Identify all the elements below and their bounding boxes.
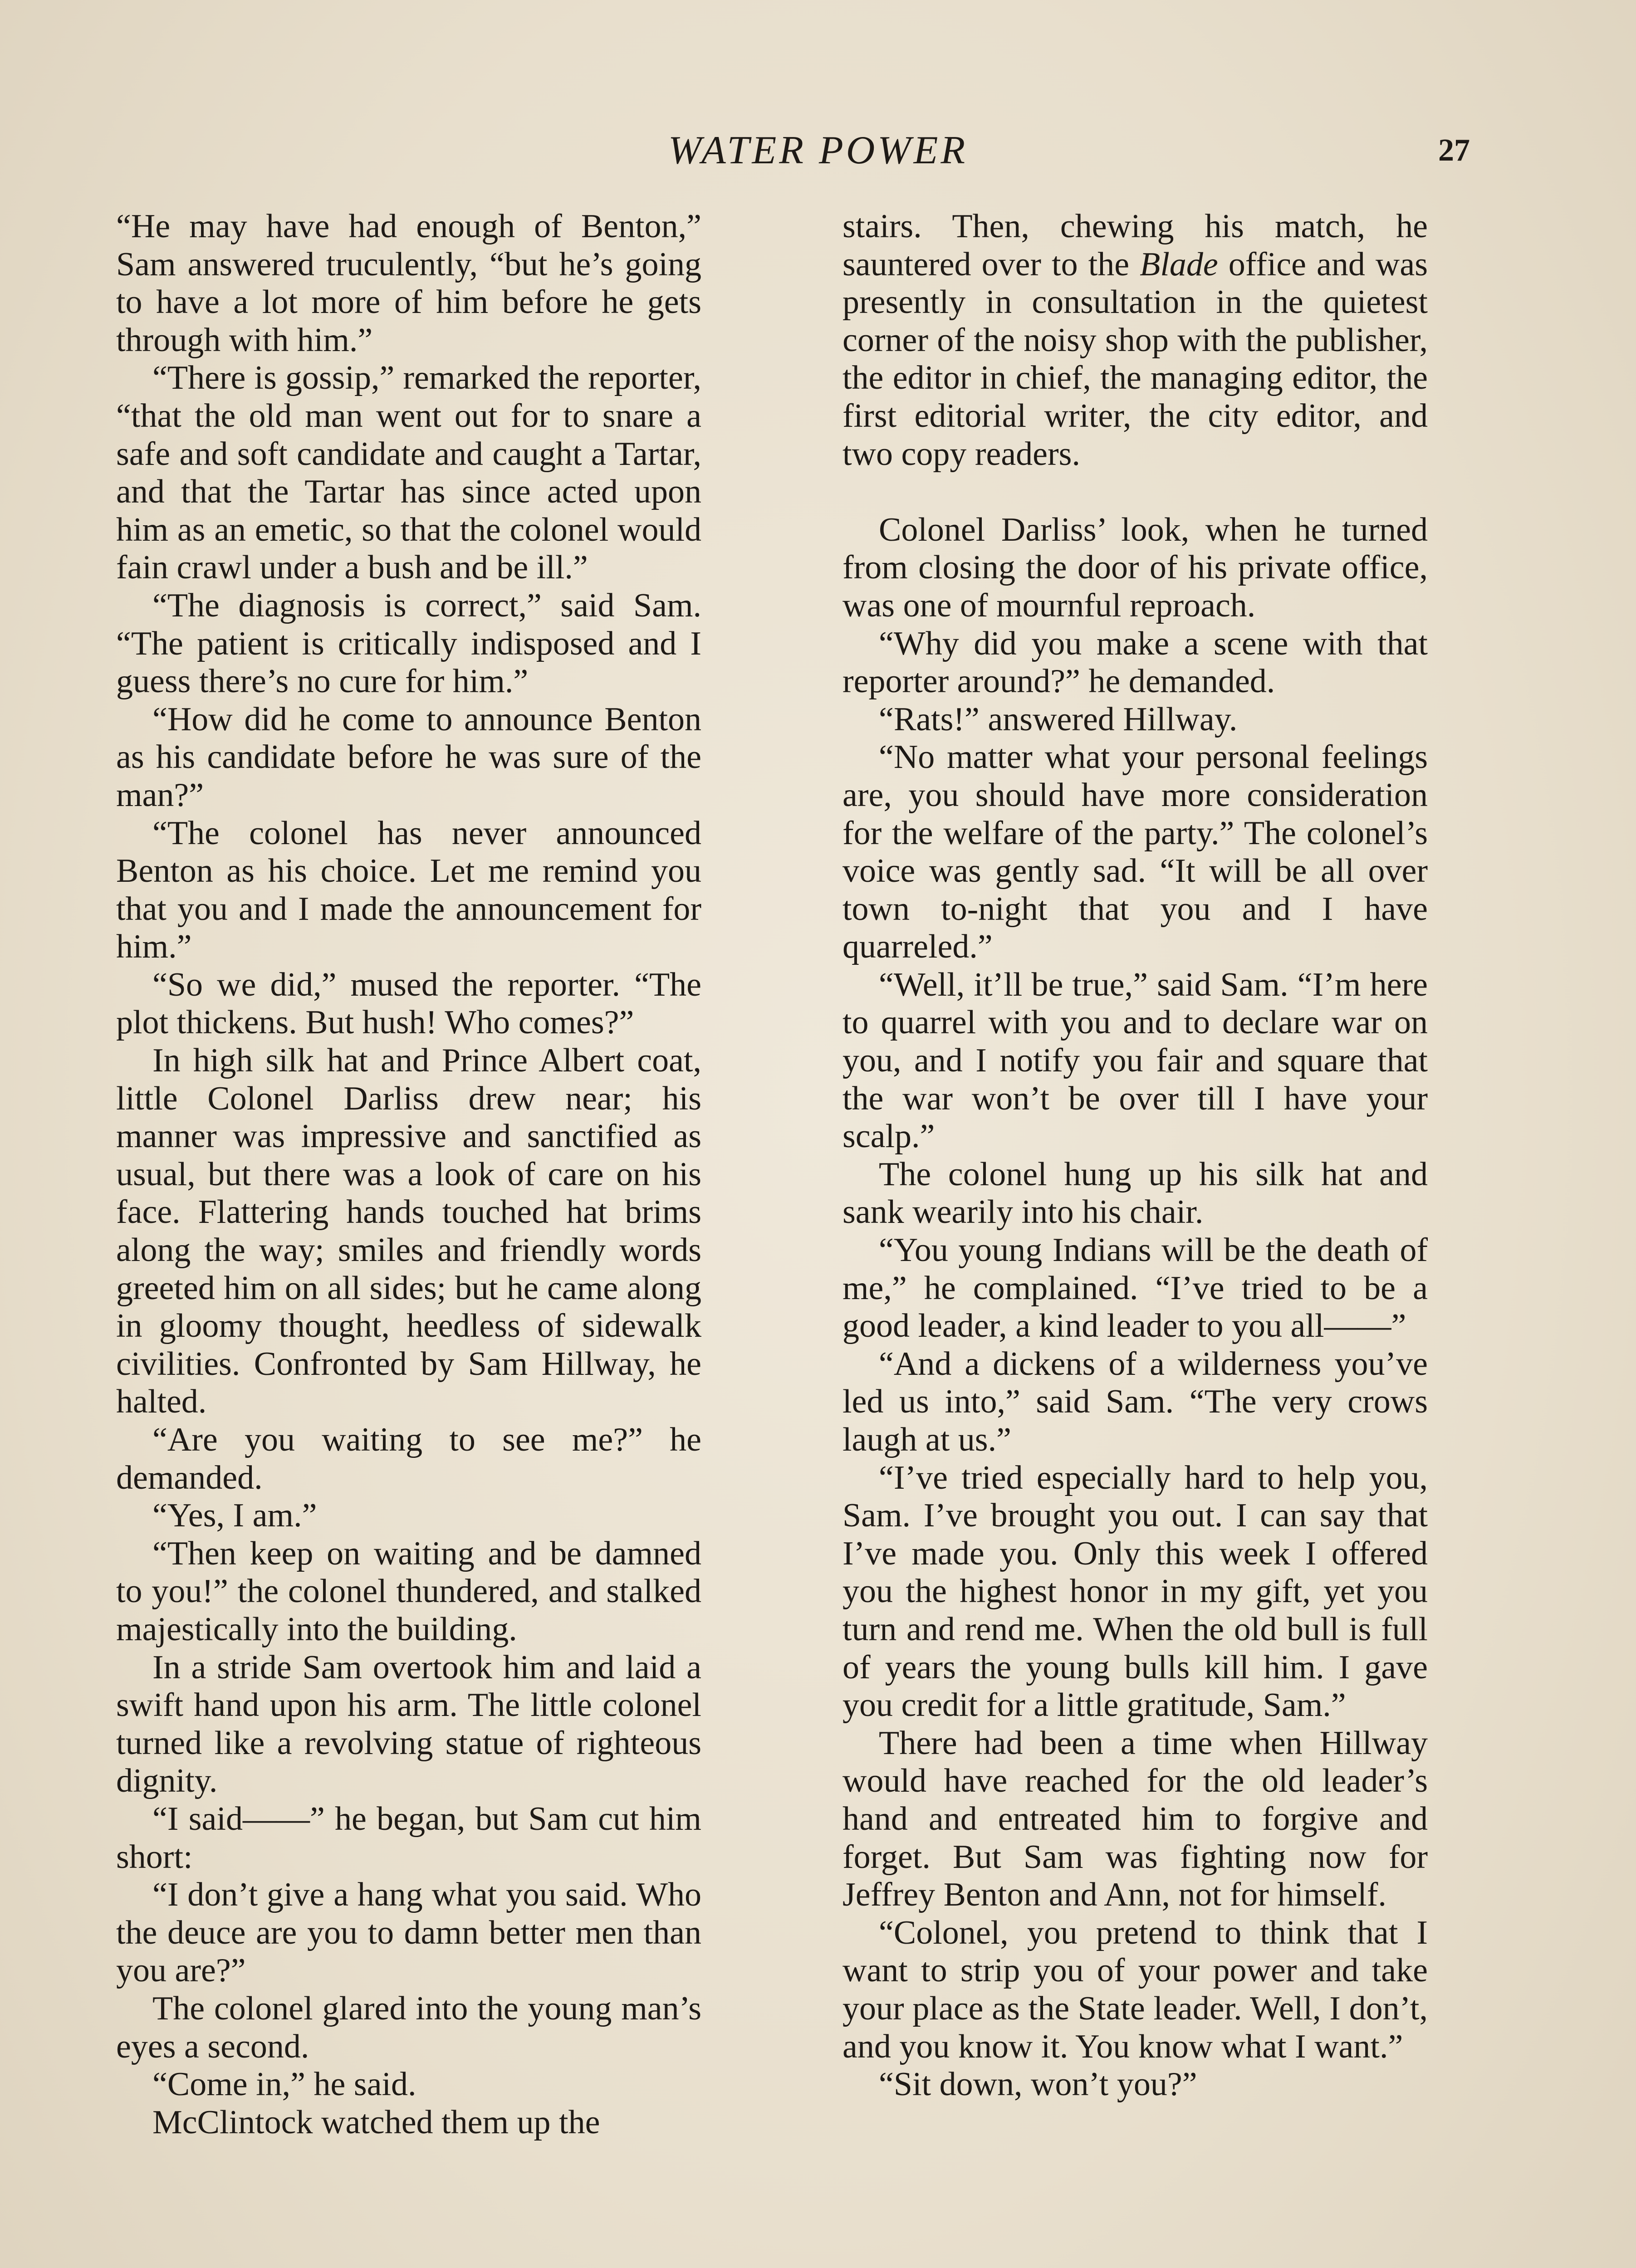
paragraph: McClintock watched them up the xyxy=(152,2103,600,2141)
paragraph: “The colonel has never announced Benton as his choice. Let me remind you that you and I made the announcement for him.” xyxy=(116,814,701,966)
continuation-text-end: office and was presently in consultation in the quietest corner of the noisy shop with the publisher, the editor in chief, the managing editor, the first editorial writer, the city editor, and two copy readers. xyxy=(842,245,1428,473)
paragraph: “You young Indians will be the death of me,” he complained. “I’ve tried to be a good leader, a kind leader to you all——” xyxy=(842,1232,1428,1345)
paragraph: “Are you waiting to see me?” he demanded. xyxy=(116,1421,701,1496)
paragraph: In a stride Sam overtook him and laid a swift hand upon his arm. The little colonel turned like a revolving statue of righteous dignity. xyxy=(116,1648,701,1800)
paragraph: The colonel hung up his silk hat and sank wearily into his chair. xyxy=(842,1155,1428,1231)
paragraph: “So we did,” mused the reporter. “The plot thickens. But hush! Who comes?” xyxy=(116,966,701,1041)
paragraph: “And a dickens of a wilderness you’ve led us into,” said Sam. “The very crows laugh at us.” xyxy=(842,1345,1428,1458)
paragraph: “I don’t give a hang what you said. Who the deuce are you to damn better men than you are?” xyxy=(116,1876,701,1989)
left-column xyxy=(116,208,701,2141)
paragraph: The colonel glared into the young man’s eyes a second. xyxy=(116,1989,701,2065)
running-title: WATER POWER xyxy=(668,128,968,172)
paragraph: In high silk hat and Prince Albert coat, little Colonel Darliss drew near; his manner was impressive and sanctified as usual, but there was a look of care on his face. Flattering hands touched hat brims along the way; smiles and friendly words greeted him on all sides; but he came along in gloomy thought, heedless of sidewalk civilities. Confronted by Sam Hillway, he halted. xyxy=(116,1042,701,1421)
paragraph: Colonel Darliss’ look, when he turned from closing the door of his private office, was one of mournful reproach. xyxy=(842,511,1428,624)
paragraph: “Then keep on waiting and be damned to you!” the colonel thundered, and stalked majestically into the building. xyxy=(116,1535,701,1648)
continuation-text-start: stairs. Then, chewing his match, he sauntered over to the xyxy=(842,208,1428,283)
paragraph: “Rats!” answered Hillway. xyxy=(879,700,1238,738)
page-number: 27 xyxy=(1438,133,1470,168)
newspaper-name: Blade xyxy=(1140,245,1218,283)
right-column xyxy=(842,208,1428,2104)
paragraph: “There is gossip,” remarked the reporter, “that the old man went out for to snare a safe and soft candidate and caught a Tartar, and that the Tartar has since acted upon him as an emetic, so that the colonel would fain crawl under a bush and be ill.” xyxy=(116,359,701,587)
paragraph: “Colonel, you pretend to think that I want to strip you of your power and take your place as the State leader. Well, I don’t, and you know it. You know what I want.” xyxy=(842,1914,1428,2065)
paragraph: “How did he come to announce Benton as his candidate before he was sure of the man?” xyxy=(116,700,701,814)
paragraph: “Yes, I am.” xyxy=(152,1497,317,1535)
paragraph: “No matter what your personal feelings are, you should have more consideration for the welfare of the party.” The colonel’s voice was gently sad. “It will be all over town to-night that you and I have quarreled.” xyxy=(842,738,1428,966)
continued-paragraph xyxy=(842,208,1428,473)
paragraph: “I’ve tried especially hard to help you, Sam. I’ve brought you out. I can say that I’ve made you. Only this week I offered you the highest honor in my gift, yet you turn and rend me. When the old bull is full of years the young bulls kill him. I gave you credit for a little gratitude, Sam.” xyxy=(842,1459,1428,1724)
paragraph: “Well, it’ll be true,” said Sam. “I’m here to quarrel with you and to declare war on you, and I notify you fair and square that the war won’t be over till I have your scalp.” xyxy=(842,966,1428,1155)
paragraph: “Sit down, won’t you?” xyxy=(879,2066,1197,2103)
paragraph: “Come in,” he said. xyxy=(152,2066,416,2103)
paragraph: “He may have had enough of Benton,” Sam answered truculently, “but he’s going to have a lot more of him before he gets through with him.” xyxy=(116,208,701,359)
page-header xyxy=(0,119,1636,182)
paragraph: “I said——” he began, but Sam cut him short: xyxy=(116,1800,701,1876)
paragraph: “Why did you make a scene with that reporter around?” he demanded. xyxy=(842,625,1428,700)
paragraph: There had been a time when Hillway would have reached for the old leader’s hand and entreated him to forgive and forget. But Sam was fighting now for Jeffrey Benton and Ann, not for himself. xyxy=(842,1724,1428,1914)
paragraph: “The diagnosis is correct,” said Sam. “The patient is critically indisposed and I guess there’s no cure for him.” xyxy=(116,587,701,700)
